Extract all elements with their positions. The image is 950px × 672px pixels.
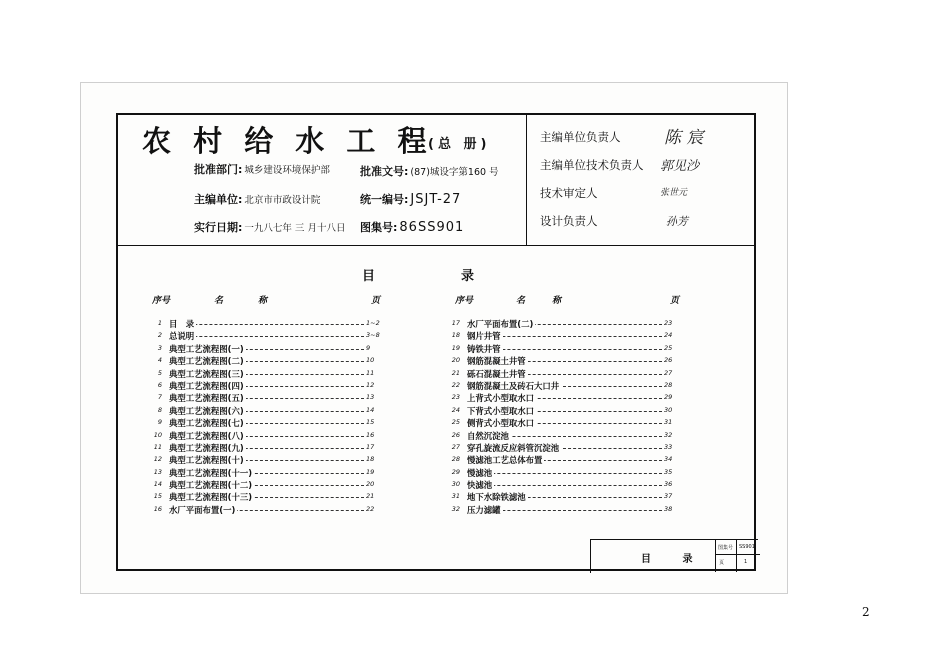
- left-col-page-header: 页: [371, 296, 381, 306]
- toc-entry-name: 典型工艺流程图(六): [169, 405, 244, 416]
- toc-entry-page: 16: [366, 430, 375, 439]
- toc-entry-number: 14: [153, 480, 162, 489]
- toc-entry-page: 38: [664, 504, 673, 513]
- toc-entry-name: 上背式小型取水口: [467, 393, 534, 404]
- toc-entry-name: 压力滤罐: [467, 504, 501, 515]
- toc-entry-number: 16: [153, 504, 162, 513]
- toc-entry-number: 28: [451, 455, 460, 464]
- editor-unit: 主编单位: 北京市市政设计院: [194, 193, 321, 206]
- left-col-number-header: 序号: [152, 296, 171, 306]
- toc-entry-name: 慢滤池工艺总体布置: [467, 455, 543, 466]
- resp-role-4: 设计负责人: [540, 214, 598, 228]
- toc-entry-name: 钢筋混凝土及砖石大口井: [467, 380, 560, 391]
- right-col-number-header: 序号: [455, 296, 474, 306]
- effective-date: 实行日期: 一九八七年 三 月十八日: [194, 221, 346, 234]
- toc-entry-name: 典型工艺流程图(七): [169, 418, 244, 429]
- toc-entry-number: 32: [451, 504, 460, 513]
- toc-entry: [150, 330, 390, 342]
- title-block-label: 目 录: [641, 554, 707, 565]
- toc-entry-number: 4: [157, 356, 162, 365]
- toc-entry: [448, 442, 688, 454]
- approval-dept: 批准部门: 城乡建设环境保护部: [194, 163, 330, 176]
- toc-right-column: [448, 318, 688, 516]
- resp-role-1: 主编单位负责人: [540, 130, 621, 144]
- sub-title: (总 册): [428, 137, 491, 152]
- toc-entry-name: 侧背式小型取水口: [467, 418, 534, 429]
- toc-entry: [150, 380, 390, 392]
- toc-entry-name: 穿孔旋流反应斜管沉淀池: [467, 442, 560, 453]
- toc-entry: [448, 405, 688, 417]
- toc-entry: [150, 368, 390, 380]
- toc-entry-page: 20: [366, 480, 375, 489]
- toc-entry-name: 典型工艺流程图(十一): [169, 467, 253, 478]
- toc-entry-number: 29: [451, 467, 460, 476]
- toc-entry-name: 水厂平面布置(二): [467, 319, 534, 329]
- toc-entry-page: 14: [366, 405, 375, 414]
- toc-entry-name: 典型工艺流程图(一): [169, 343, 244, 354]
- toc-entry-number: 3: [157, 343, 162, 352]
- toc-entry: [150, 343, 390, 355]
- toc-leader-line: [467, 485, 662, 486]
- toc-entry-page: 28: [664, 380, 673, 389]
- atlas-label: 图集号: [718, 545, 734, 551]
- toc-entry: [150, 392, 390, 404]
- toc-entry-name: 慢滤池: [467, 467, 493, 478]
- toc-entry-name: 典型工艺流程图(九): [169, 442, 244, 453]
- toc-entry-page: 11: [366, 368, 375, 377]
- toc-entry-page: 26: [664, 356, 673, 365]
- toc-entry: [150, 479, 390, 491]
- title-block-grid: [715, 540, 760, 572]
- toc-entry-number: 31: [451, 492, 460, 501]
- toc-entry-page: 23: [664, 319, 673, 327]
- right-col-page-header: 页: [670, 296, 680, 306]
- toc-entry-number: 24: [451, 405, 460, 414]
- toc-entry: [448, 504, 688, 516]
- toc-entry-page: 1~2: [366, 319, 380, 327]
- toc-entry: [448, 368, 688, 380]
- toc-entry-page: 24: [664, 331, 673, 340]
- toc-entry-name: 典型工艺流程图(三): [169, 368, 244, 379]
- unified-number: 统一编号: JSJT-27: [360, 192, 462, 207]
- toc-entry: [448, 330, 688, 342]
- signature-4: 孙芳: [666, 215, 688, 228]
- toc-entry: [448, 343, 688, 355]
- toc-entry-number: 2: [157, 331, 162, 340]
- title-block: [590, 539, 758, 573]
- signature-2: 郭见沙: [660, 159, 700, 174]
- toc-leader-line: [169, 336, 364, 337]
- toc-entry: [150, 442, 390, 454]
- toc-entry-name: 砾石混凝土井管: [467, 368, 526, 379]
- toc-entry: [448, 491, 688, 503]
- toc-entry-page: 22: [366, 504, 375, 513]
- toc-entry-page: 29: [664, 393, 673, 402]
- scanned-drawing-sheet: [80, 82, 788, 594]
- toc-entry-name: 目 录: [169, 319, 195, 329]
- toc-entry-page: 18: [366, 455, 375, 464]
- main-title: 农 村 给 水 工 程: [142, 124, 433, 158]
- toc-entry-name: 水厂平面布置(一): [169, 504, 236, 515]
- toc-entry-page: 15: [366, 418, 375, 427]
- toc-entry-page: 10: [366, 356, 375, 365]
- toc-entry-name: 典型工艺流程图(十三): [169, 492, 253, 503]
- toc-entry-name: 钢筋混凝土井管: [467, 356, 526, 367]
- toc-entry-page: 32: [664, 430, 673, 439]
- toc-entry-name: 典型工艺流程图(十二): [169, 480, 253, 491]
- approval-doc: 批准文号: (87)城设字第160 号: [360, 165, 499, 178]
- toc-entry: [448, 392, 688, 404]
- toc-left-column: [150, 318, 390, 516]
- toc-entry-page: 3~8: [366, 331, 380, 340]
- toc-entry-name: 快滤池: [467, 480, 493, 491]
- toc-entry: [150, 504, 390, 516]
- toc-entry-page: 21: [366, 492, 375, 501]
- resp-role-2: 主编单位技术负责人: [540, 158, 644, 172]
- toc-entry-number: 12: [153, 455, 162, 464]
- right-col-name-header: 名: [516, 296, 526, 306]
- toc-entry-number: 30: [451, 480, 460, 489]
- toc-entry: [448, 417, 688, 429]
- left-col-name-header: 名: [214, 296, 224, 306]
- toc-entry: [448, 318, 688, 330]
- toc-entry: [150, 318, 390, 330]
- toc-entry-name: 地下水除铁滤池: [467, 492, 526, 503]
- toc-entry-page: 31: [664, 418, 673, 427]
- toc-entry-number: 15: [153, 492, 162, 501]
- toc-title: 目录: [362, 269, 561, 284]
- toc-entry-number: 7: [157, 393, 162, 402]
- drawing-frame: [116, 113, 756, 571]
- toc-entry: [448, 454, 688, 466]
- toc-entry-name: 钢片井管: [467, 331, 501, 342]
- toc-entry-name: 典型工艺流程图(五): [169, 393, 244, 404]
- toc-entry-name: 典型工艺流程图(八): [169, 430, 244, 441]
- toc-entry-number: 8: [157, 405, 162, 414]
- toc-entry-page: 25: [664, 343, 673, 352]
- toc-entry-page: 36: [664, 480, 673, 489]
- toc-entry-number: 5: [157, 368, 162, 377]
- toc-entry-page: 34: [664, 455, 673, 464]
- toc-entry-name: 典型工艺流程图(十): [169, 455, 244, 466]
- toc-entry: [448, 479, 688, 491]
- toc-entry-page: 13: [366, 393, 375, 402]
- toc-entry-number: 20: [451, 356, 460, 365]
- page-value: 1: [744, 559, 748, 565]
- toc-entry: [448, 430, 688, 442]
- resp-role-3: 技术审定人: [540, 186, 598, 200]
- toc-leader-line: [169, 324, 364, 325]
- toc-entry-number: 10: [153, 430, 162, 439]
- toc-entry-name: 下背式小型取水口: [467, 405, 534, 416]
- toc-entry-page: 35: [664, 467, 673, 476]
- right-col-name2-header: 称: [552, 296, 562, 306]
- toc-entry-page: 30: [664, 405, 673, 414]
- toc-entry-number: 9: [157, 418, 162, 427]
- toc-entry: [448, 467, 688, 479]
- toc-entry: [448, 380, 688, 392]
- toc-entry-number: 26: [451, 430, 460, 439]
- toc-entry-page: 19: [366, 467, 375, 476]
- toc-entry-name: 总说明: [169, 331, 195, 342]
- toc-entry-page: 12: [366, 380, 375, 389]
- toc-entry-number: 6: [157, 380, 162, 389]
- toc-entry-number: 23: [451, 393, 460, 402]
- toc-entry: [150, 454, 390, 466]
- signature-3: 张世元: [660, 188, 688, 198]
- toc-entry-number: 25: [451, 418, 460, 427]
- left-col-name2-header: 称: [258, 296, 268, 306]
- toc-entry: [150, 355, 390, 367]
- toc-entry-number: 1: [157, 319, 162, 327]
- page-number: 2: [862, 605, 870, 619]
- header-vertical-divider: [526, 115, 527, 245]
- toc-entry: [150, 491, 390, 503]
- toc-entry-name: 自然沉淀池: [467, 430, 509, 441]
- toc-leader-line: [467, 473, 662, 474]
- toc-entry: [150, 467, 390, 479]
- toc-entry-number: 22: [451, 380, 460, 389]
- page-label: 页: [719, 560, 725, 566]
- toc-entry-page: 37: [664, 492, 673, 501]
- toc-entry: [448, 355, 688, 367]
- toc-entry-number: 13: [153, 467, 162, 476]
- toc-entry-page: 17: [366, 442, 375, 451]
- toc-entry-number: 19: [451, 343, 460, 352]
- toc-entry-number: 21: [451, 368, 460, 377]
- toc-entry-page: 27: [664, 368, 673, 377]
- toc-entry-number: 11: [153, 442, 162, 451]
- toc-entry: [150, 417, 390, 429]
- atlas-number: 图集号: 86SS901: [360, 220, 465, 235]
- toc-entry-name: 典型工艺流程图(二): [169, 356, 244, 367]
- toc-entry: [150, 430, 390, 442]
- toc-entry-number: 27: [451, 442, 460, 451]
- atlas-value: SS901: [739, 544, 755, 550]
- toc-entry: [150, 405, 390, 417]
- toc-entry-name: 典型工艺流程图(四): [169, 380, 244, 391]
- toc-entry-number: 18: [451, 331, 460, 340]
- toc-entry-number: 17: [451, 319, 460, 327]
- toc-entry-name: 铸铁井管: [467, 343, 501, 354]
- toc-entry-page: 9: [366, 343, 371, 352]
- signature-1: 陈 宸: [664, 128, 704, 148]
- toc-entry-page: 33: [664, 442, 673, 451]
- header-horizontal-divider: [118, 245, 754, 246]
